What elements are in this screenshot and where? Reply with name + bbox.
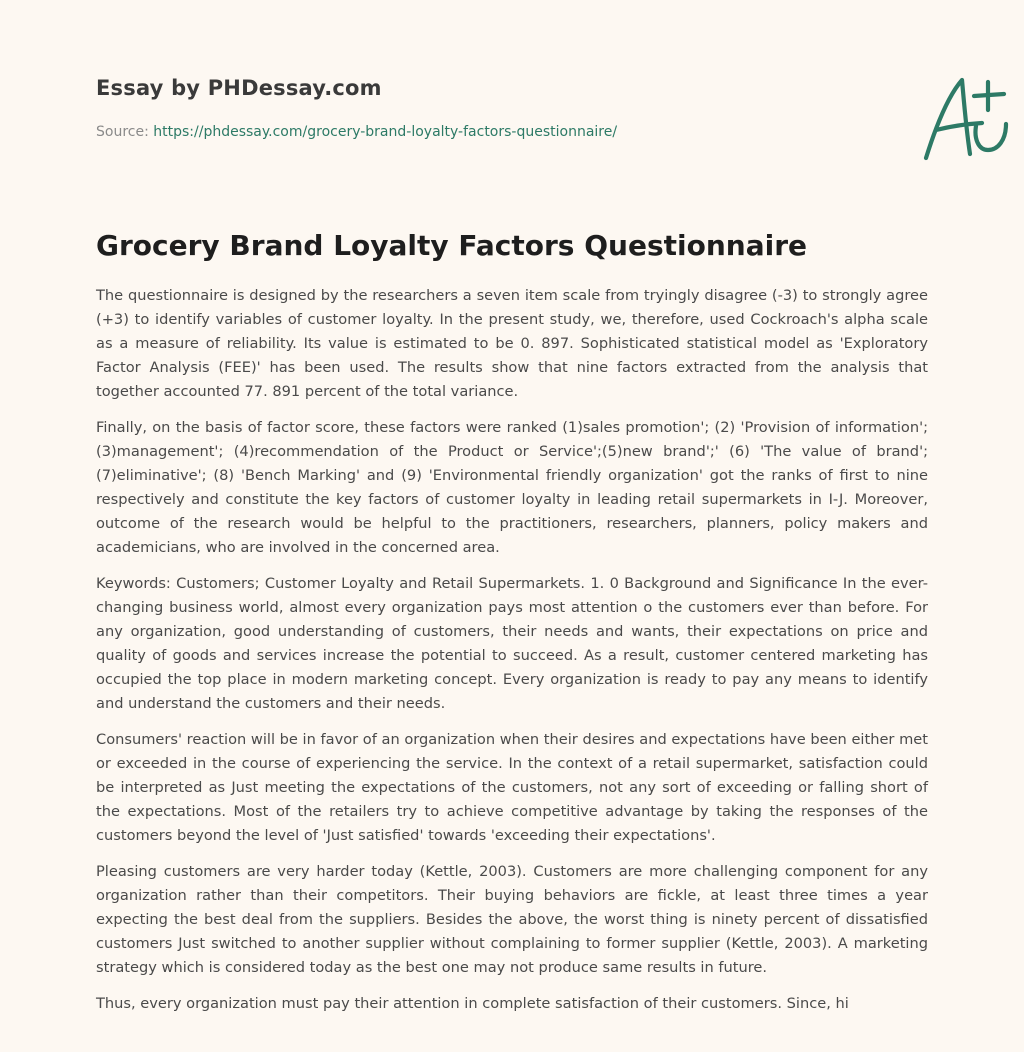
essay-title: Grocery Brand Loyalty Factors Questionnaire [96, 229, 807, 262]
essay-paragraph: Keywords: Customers; Customer Loyalty and Retail Supermarkets. 1. 0 Background and Significance In the ever-changing business world, almost every organization pays most attention o the customers ever than before. For any organization, good understanding of customers, their needs and wants, their expectations on price and quality of goods and services increase the potential to succeed. As a result, customer centered marketing has occupied the top place in modern marketing concept. Every organization is ready to pay any means to identify and understand the customers and their needs. [96, 575, 928, 712]
essay-paragraph: Finally, on the basis of factor score, these factors were ranked (1)sales promotion'; (2) 'Provision of information'; (3)management'; (4)recommendation of the Product or Service';(5)new brand';' (6) 'The value of brand'; (7)eliminative'; (8) 'Bench Marking' and (9) 'Environmental friendly organization' got the ranks of first to nine respectively and constitute the key factors of customer loyalty in leading retail supermarkets in I-J. Moreover, outcome of the research would be helpful to the practitioners, researchers, planners, policy makers and academicians, who are involved in the concerned area. [96, 419, 928, 556]
site-title: Essay by PHDessay.com [96, 76, 382, 100]
essay-paragraph: The questionnaire is designed by the researchers a seven item scale from tryingly disagree (-3) to strongly agree (+3) to identify variables of customer loyalty. In the present study, we, therefore, used Cockroach's alpha scale as a measure of reliability. Its value is estimated to be 0. 897. Sophisticated statistical model as 'Exploratory Factor Analysis (FEE)' has been used. The results show that nine factors extracted from the analysis that together accounted 77. 891 percent of the total variance. [96, 287, 928, 400]
essay-body [96, 284, 928, 1028]
essay-paragraph: Thus, every organization must pay their attention in complete satisfaction of their customers. Since, hi [96, 995, 849, 1012]
source-label: Source: [96, 124, 149, 140]
essay-paragraph: Consumers' reaction will be in favor of an organization when their desires and expectations have been either met or exceeded in the course of experiencing the service. In the context of a retail supermarket, satisfaction could be interpreted as Just meeting the expectations of the customers, not any sort of exceeding or falling short of the expectations. Most of the retailers try to achieve competitive advantage by taking the responses of the customers beyond the level of 'Just satisfied' towards 'exceeding their expectations'. [96, 731, 928, 844]
a-plus-grade-icon [914, 66, 1024, 166]
source-line [96, 124, 617, 140]
source-link[interactable]: https://phdessay.com/grocery-brand-loyalty-factors-questionnaire/ [153, 124, 618, 140]
essay-paragraph: Pleasing customers are very harder today (Kettle, 2003). Customers are more challenging component for any organization rather than their competitors. Their buying behaviors are fickle, at least three times a year expecting the best deal from the suppliers. Besides the above, the worst thing is ninety percent of dissatisfied customers Just switched to another supplier without complaining to former supplier (Kettle, 2003). A marketing strategy which is considered today as the best one may not produce same results in future. [96, 863, 928, 976]
